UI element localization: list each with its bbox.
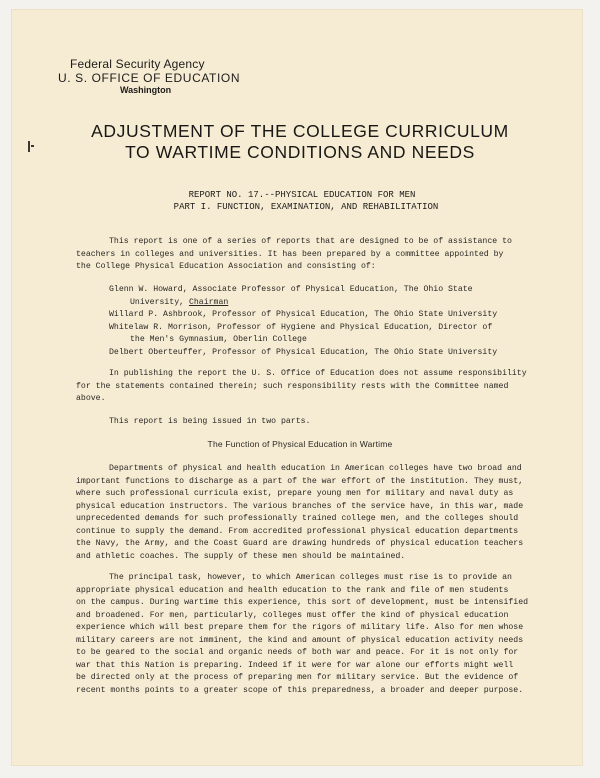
paragraph-line: military careers are not imminent, the kind and amount of physical education activity needs <box>76 635 524 645</box>
paragraph-line: be directed only at the process of preparing men for military service. But the evidence of <box>76 673 519 682</box>
paragraph-line: The principal task, however, to which American colleges must rise is to provide an <box>109 573 512 582</box>
paragraph-line: to be geared to the social and organic needs of both war and peace. For it is not only for <box>76 648 519 657</box>
paragraph-line: important functions to discharge as a part of the war effort of the institution. They must, <box>76 476 524 486</box>
paragraph-line: on the campus. During wartime this experience, this sort of development, must be intensified <box>76 598 529 607</box>
paragraph-line: physical education instructors. The various branches of the service have, in this war, made <box>76 501 524 511</box>
paragraph-line: recent months points to a greater scope of this preparedness, a broader and deeper purpose. <box>76 685 524 695</box>
parts-note-text: This report is being issued in two parts. <box>109 417 311 426</box>
title-line-2: TO WARTIME CONDITIONS AND NEEDS <box>125 142 475 162</box>
intro-line: teachers in colleges and universities. It has been prepared by a committee appointed by <box>76 249 504 259</box>
committee-member-morrison-cont: the Men's Gymnasium, Oberlin College <box>130 335 307 344</box>
committee-member-howard: Glenn W. Howard, Associate Professor of Physical Education, The Ohio State <box>109 285 473 294</box>
committee-member-howard-cont <box>76 297 546 310</box>
paragraph-line: the Navy, the Army, and the Coast Guard are drawing hundreds of physical education teachers <box>76 539 524 548</box>
committee-member-oberteuffer: Delbert Oberteuffer, Professor of Physical Education, The Ohio State University <box>109 347 498 357</box>
disclaimer-paragraph <box>76 368 546 406</box>
committee-member-morrison: Whitelaw R. Morrison, Professor of Hygiene and Physical Education, Director of <box>109 322 493 332</box>
paragraph-function <box>76 463 546 563</box>
disclaimer-line: In publishing the report the U. S. Office of Education does not assume responsibility <box>109 369 527 378</box>
report-part: PART I. FUNCTION, EXAMINATION, AND REHABILITATION <box>173 202 439 212</box>
report-heading <box>0 189 600 213</box>
report-number: REPORT NO. 17.--PHYSICAL EDUCATION FOR MEN <box>188 190 416 200</box>
office-name: U. S. OFFICE OF EDUCATION <box>58 71 241 85</box>
agency-header <box>58 57 240 96</box>
paragraph-line: and athletic coaches. The supply of these men should be maintained. <box>76 551 406 561</box>
paragraph-line: and broadened. For men, particularly, colleges must offer the kind of physical education <box>76 610 509 620</box>
howard-affiliation: University, <box>130 297 189 307</box>
paragraph-line: war that this Nation is preparing. Indeed if it were for war alone our efforts might well <box>76 660 514 670</box>
office-location: Washington <box>120 85 172 95</box>
paragraph-line: appropriate physical education and health education to the rank and file of men students <box>76 585 509 595</box>
paragraph-line: unprecedented demands for such professionally trained college men, and the colleges should <box>76 514 519 523</box>
paragraph-line: where such professional curricula exist, prepare young men for military and naval duty as <box>76 489 514 498</box>
paragraph-line: Departments of physical and health education in American colleges have two broad and <box>109 464 522 473</box>
committee-list <box>76 284 546 359</box>
paragraph-line: experience which will best prepare them for the rigors of military life. Also for men whose <box>76 623 524 632</box>
title-line-1: ADJUSTMENT OF THE COLLEGE CURRICULUM <box>91 121 509 141</box>
intro-paragraph <box>76 236 546 274</box>
intro-line: the College Physical Education Association and consisting of: <box>76 262 376 271</box>
disclaimer-line: for the statements contained therein; such responsibility rests with the Committee named <box>76 381 509 391</box>
disclaimer-line: above. <box>76 394 106 403</box>
paragraph-line: continue to supply the demand. From accredited professional physical education departments <box>76 526 519 536</box>
section-heading: The Function of Physical Education in Wartime <box>207 439 393 449</box>
parts-note <box>76 416 546 429</box>
paragraph-principal-task <box>76 572 546 697</box>
document-title <box>0 121 600 163</box>
committee-member-ashbrook: Willard P. Ashbrook, Professor of Physical Education, The Ohio State University <box>109 310 498 319</box>
chairman-label: Chairman <box>188 297 229 307</box>
intro-line: This report is one of a series of reports that are designed to be of assistance to <box>109 237 512 246</box>
agency-name: Federal Security Agency <box>70 57 205 71</box>
